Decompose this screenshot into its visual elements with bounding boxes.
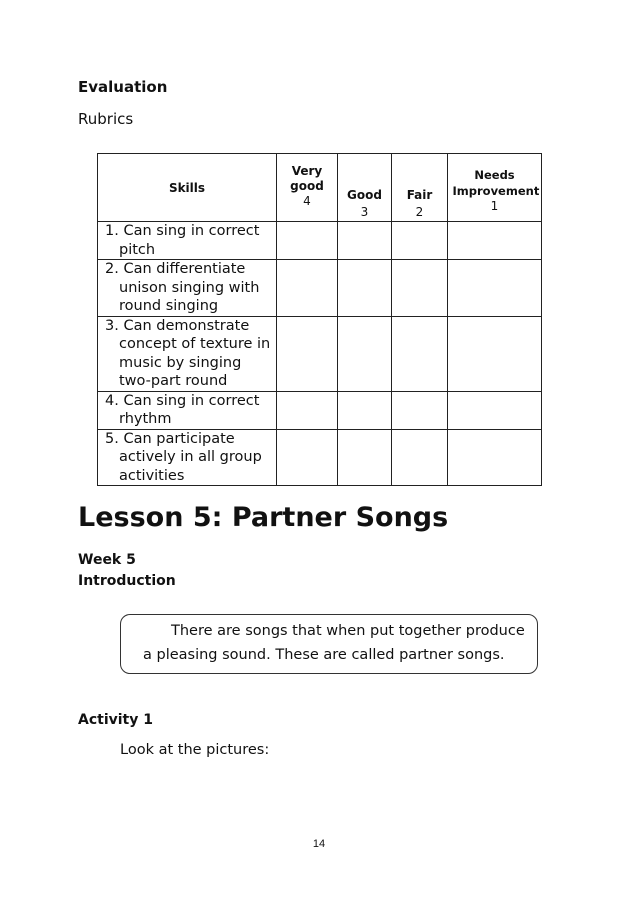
lesson-title: Lesson 5: Partner Songs bbox=[78, 502, 449, 533]
score-cell bbox=[392, 260, 448, 317]
score-cell bbox=[277, 222, 338, 260]
header-score: 4 bbox=[303, 193, 311, 208]
table-row bbox=[98, 260, 542, 317]
score-cell bbox=[448, 316, 542, 391]
page-number: 14 bbox=[312, 838, 326, 850]
skill-text: 1. Can sing in correct pitch bbox=[105, 223, 260, 258]
score-cell bbox=[277, 429, 338, 486]
score-cell bbox=[338, 222, 392, 260]
score-cell bbox=[392, 429, 448, 486]
introduction-heading: Introduction bbox=[78, 573, 176, 589]
header-score: 2 bbox=[415, 205, 424, 219]
score-cell bbox=[448, 222, 542, 260]
score-cell bbox=[448, 429, 542, 486]
score-cell bbox=[277, 316, 338, 391]
header-score: 3 bbox=[360, 205, 369, 219]
activity-instruction: Look at the pictures: bbox=[120, 742, 270, 758]
table-row bbox=[98, 316, 542, 391]
header-good bbox=[338, 154, 392, 222]
skill-text: 3. Can demonstrate concept of texture in music by singing two-part round bbox=[105, 317, 271, 389]
score-cell bbox=[448, 260, 542, 317]
score-cell bbox=[277, 391, 338, 429]
table-row bbox=[98, 222, 542, 260]
rubric-header-row bbox=[98, 154, 542, 222]
header-label: Fair bbox=[406, 188, 433, 202]
rubric-table bbox=[97, 153, 542, 486]
callout-text-line-2: a pleasing sound. These are called partner songs. bbox=[143, 647, 505, 663]
header-label: Skills bbox=[168, 180, 206, 195]
table-row bbox=[98, 391, 542, 429]
header-label: Good bbox=[347, 188, 382, 202]
header-score: 1 bbox=[490, 198, 499, 213]
skill-text: 5. Can participate actively in all group activities bbox=[105, 430, 262, 484]
week-label: Week 5 bbox=[78, 552, 136, 568]
activity-heading: Activity 1 bbox=[78, 712, 153, 728]
evaluation-heading: Evaluation bbox=[78, 78, 168, 96]
table-row bbox=[98, 429, 542, 486]
header-label: Very good bbox=[290, 163, 324, 193]
score-cell bbox=[338, 260, 392, 317]
callout-text-line-1: There are songs that when put together produce bbox=[171, 623, 525, 639]
header-skills bbox=[98, 154, 277, 222]
header-fair bbox=[392, 154, 448, 222]
score-cell bbox=[392, 316, 448, 391]
rubrics-subheading: Rubrics bbox=[78, 110, 134, 128]
header-needs-improvement bbox=[448, 154, 542, 222]
header-very-good bbox=[277, 154, 338, 222]
score-cell bbox=[338, 316, 392, 391]
score-cell bbox=[392, 222, 448, 260]
score-cell bbox=[338, 429, 392, 486]
score-cell bbox=[392, 391, 448, 429]
score-cell bbox=[338, 391, 392, 429]
header-label: Needs Improvement bbox=[452, 167, 540, 198]
introduction-callout-box bbox=[120, 614, 538, 674]
skill-text: 4. Can sing in correct rhythm bbox=[105, 392, 260, 427]
score-cell bbox=[277, 260, 338, 317]
score-cell bbox=[448, 391, 542, 429]
skill-text: 2. Can differentiate unison singing with round singing bbox=[105, 261, 260, 314]
